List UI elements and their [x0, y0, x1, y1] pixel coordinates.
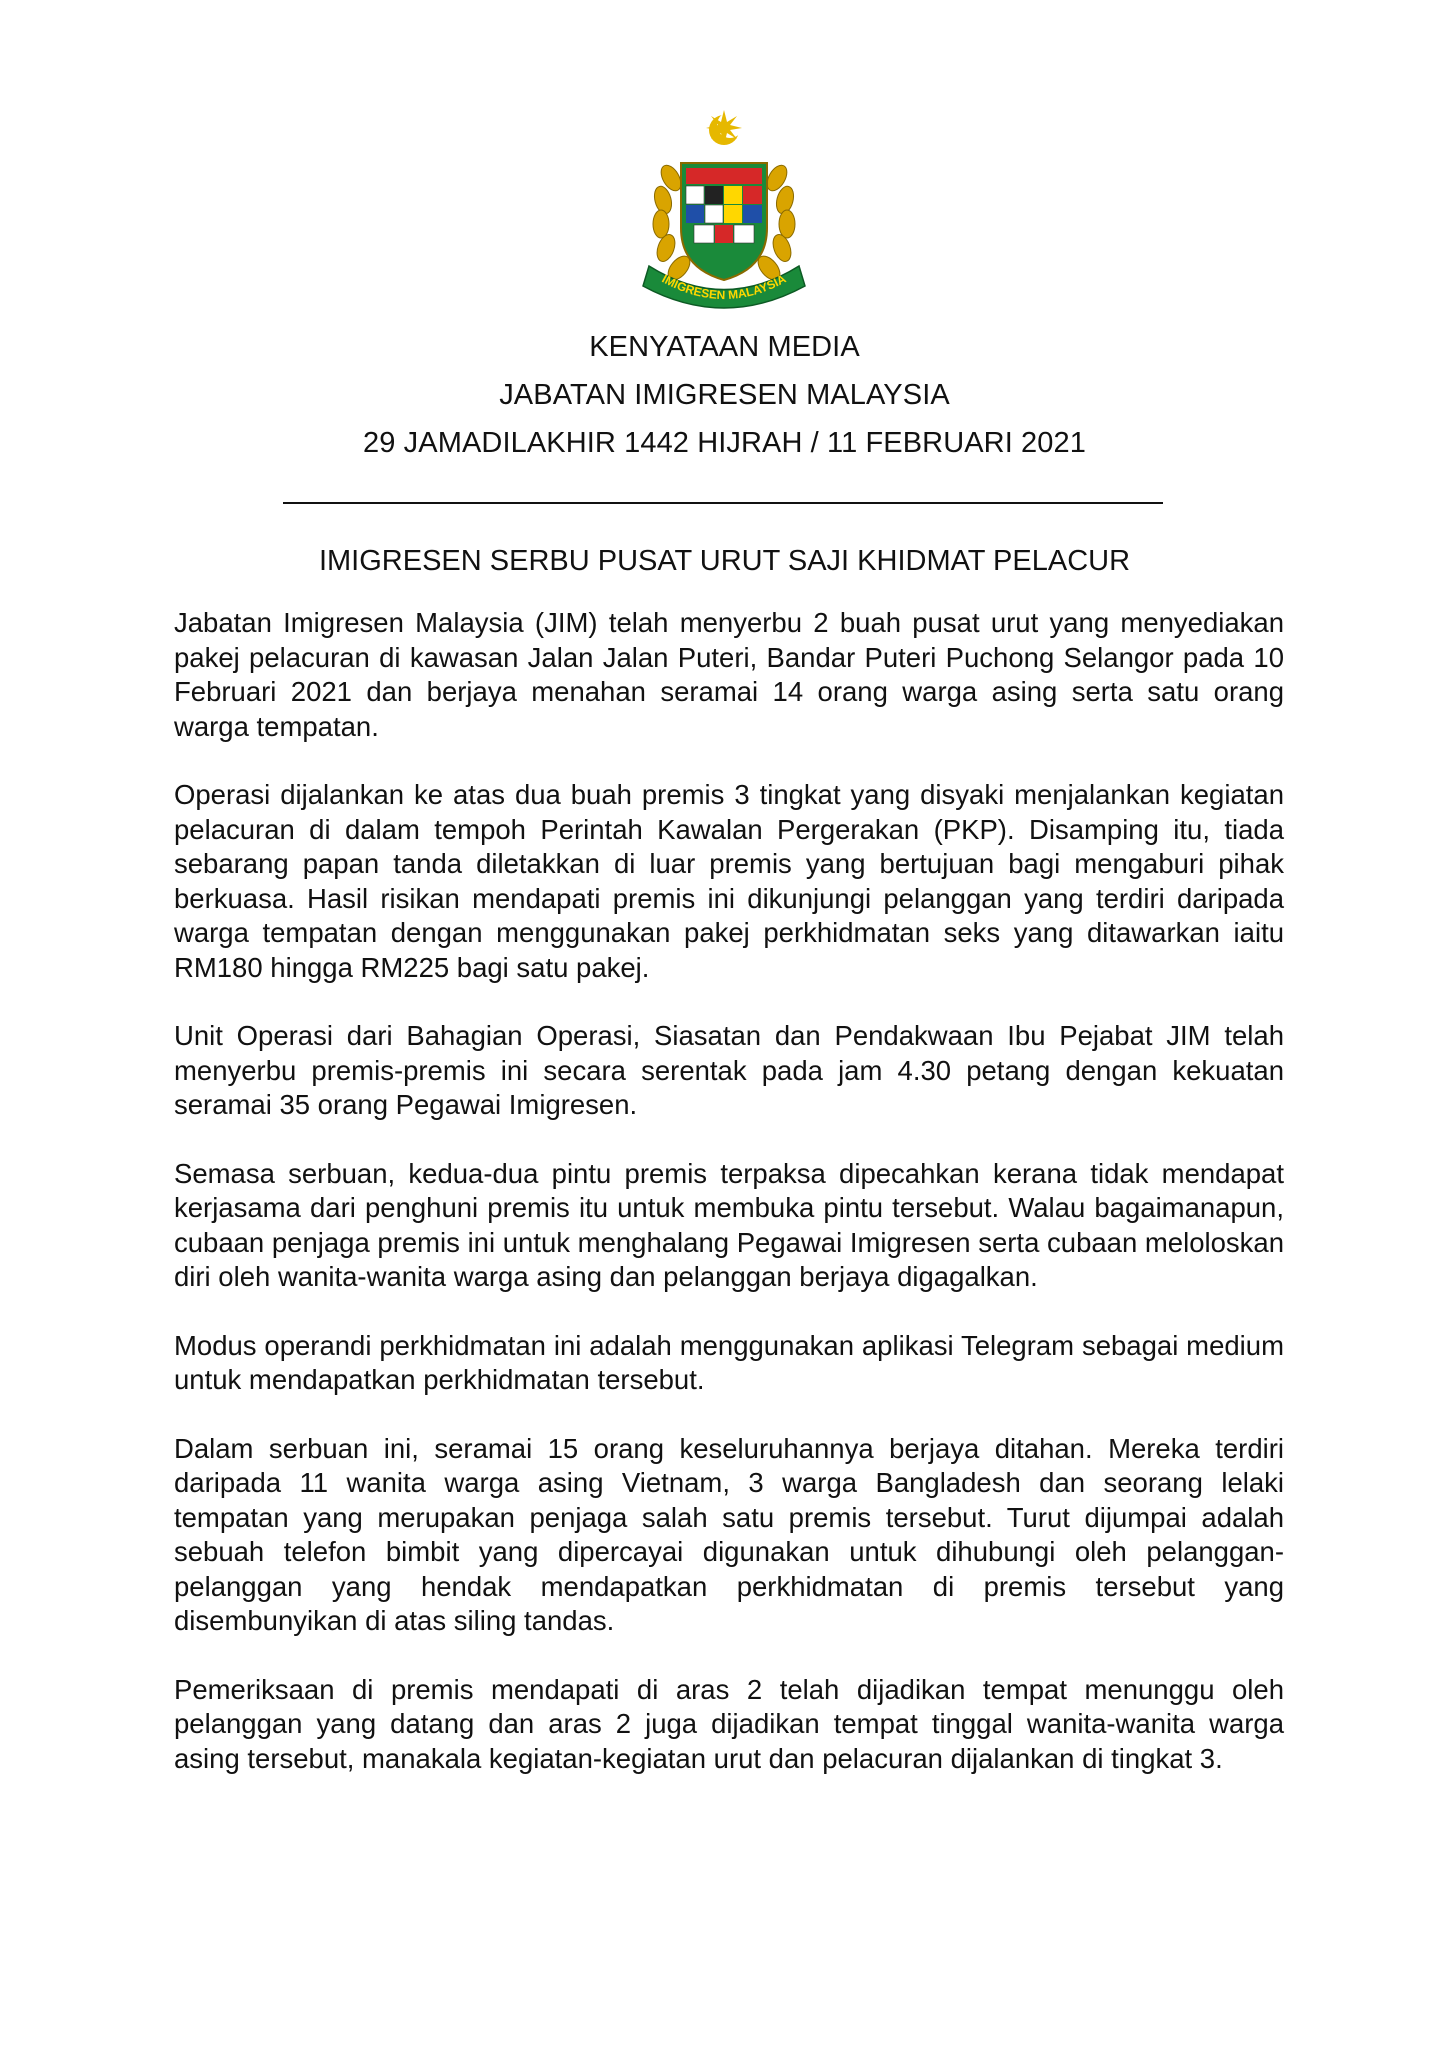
imigresen-malaysia-crest-logo — [639, 108, 809, 318]
header-divider — [283, 502, 1163, 504]
body-paragraph: Operasi dijalankan ke atas dua buah premis 3 tingkat yang disyaki menjalankan kegiatan pelacuran di dalam tempoh Perintah Kawalan Pergerakan (PKP). Disamping itu, tiada sebarang papan tanda diletakkan di luar premis yang bertujuan bagi mengaburi pihak berkuasa. Hasil risikan mendapati premis ini dikunjungi pelanggan yang terdiri daripada warga tempatan dengan menggunakan pakej perkhidmatan seks yang ditawarkan iaitu RM180 hingga RM225 bagi satu pakej. — [174, 779, 1284, 983]
crest-ribbon-text: IMIGRESEN MALAYSIA — [659, 271, 789, 303]
body-paragraph: Semasa serbuan, kedua-dua pintu premis terpaksa dipecahkan kerana tidak mendapat kerjasama dari penghuni premis itu untuk membuka pintu tersebut. Walau bagaimanapun, cubaan penjaga premis ini untuk menghalang Pegawai Imigresen serta cubaan meloloskan diri oleh wanita-wanita warga asing dan pelanggan berjaya digagalkan. — [174, 1157, 1284, 1292]
header-line-jabatan: JABATAN IMIGRESEN MALAYSIA — [499, 379, 950, 411]
press-release-body — [174, 606, 1284, 1810]
press-release-title: IMIGRESEN SERBU PUSAT URUT SAJI KHIDMAT PELACUR — [318, 545, 1131, 577]
header-line-date: 29 JAMADILAKHIR 1442 HIJRAH / 11 FEBRUARI 2021 — [363, 427, 1086, 459]
body-paragraph: Dalam serbuan ini, seramai 15 orang keseluruhannya berjaya ditahan. Mereka terdiri daripada 11 wanita warga asing Vietnam, 3 warga Bangladesh dan seorang lelaki tempatan yang merupakan penjaga salah satu premis tersebut. Turut dijumpai adalah sebuah telefon bimbit yang dipercayai digunakan untuk dihubungi oleh pelanggan-pelanggan yang hendak mendapatkan perkhidmatan di premis tersebut yang disembunyikan di atas siling tandas. — [174, 1432, 1284, 1636]
body-paragraph: Unit Operasi dari Bahagian Operasi, Siasatan dan Pendakwaan Ibu Pejabat JIM telah menyerbu premis-premis ini secara serentak pada jam 4.30 petang dengan kekuatan seramai 35 orang Pegawai Imigresen. — [174, 1020, 1284, 1120]
body-paragraph: Pemeriksaan di premis mendapati di aras 2 telah dijadikan tempat menunggu oleh pelanggan yang datang dan aras 2 juga dijadikan tempat tinggal wanita-wanita warga asing tersebut, manakala kegiatan-kegiatan urut dan pelacuran dijalankan di tingkat 3. — [174, 1673, 1284, 1774]
body-paragraph: Jabatan Imigresen Malaysia (JIM) telah menyerbu 2 buah pusat urut yang menyediakan pakej pelacuran di kawasan Jalan Jalan Puteri, Bandar Puteri Puchong Selangor pada 10 Februari 2021 dan berjaya menahan seramai 14 orang warga asing serta satu orang warga tempatan. — [174, 607, 1284, 742]
header-line-kenyataan-media: KENYATAAN MEDIA — [589, 331, 860, 363]
body-paragraph: Modus operandi perkhidmatan ini adalah menggunakan aplikasi Telegram sebagai medium untuk mendapatkan perkhidmatan tersebut. — [174, 1329, 1284, 1395]
